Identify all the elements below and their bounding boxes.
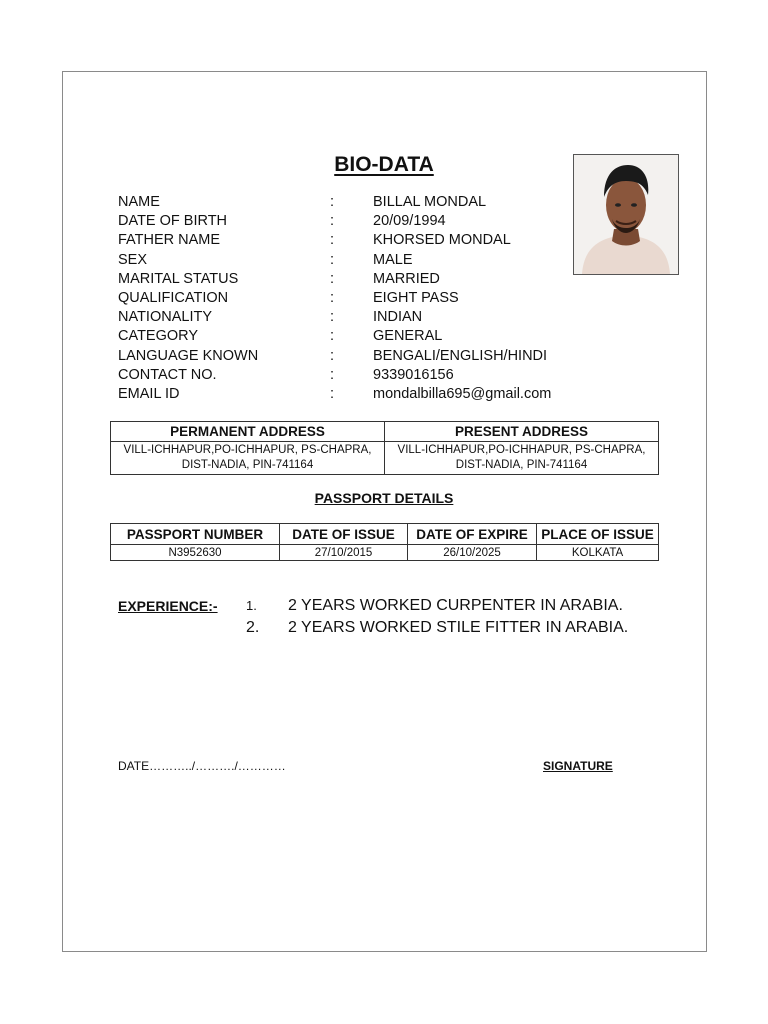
info-row-name bbox=[118, 193, 588, 212]
date-of-issue-header: DATE OF ISSUE bbox=[280, 524, 408, 545]
page-title: BIO-DATA bbox=[334, 153, 434, 176]
present-address-header: PRESENT ADDRESS bbox=[385, 422, 659, 442]
field-colon: : bbox=[330, 251, 335, 268]
info-row-marital-status bbox=[118, 270, 588, 289]
passport-value-row bbox=[111, 545, 659, 561]
field-value: EIGHT PASS bbox=[373, 289, 459, 306]
passport-table bbox=[110, 523, 659, 561]
experience-list bbox=[246, 595, 646, 639]
info-row-father-name bbox=[118, 231, 588, 250]
field-value: BILLAL MONDAL bbox=[373, 194, 487, 210]
field-label: DATE OF BIRTH bbox=[118, 213, 228, 230]
field-label: CONTACT NO. bbox=[118, 366, 217, 383]
info-row-dob bbox=[118, 212, 588, 231]
person-photo-icon bbox=[574, 155, 678, 274]
info-row-sex bbox=[118, 251, 588, 270]
experience-number: 2. bbox=[246, 619, 260, 636]
field-label: NATIONALITY bbox=[118, 309, 212, 326]
field-colon: : bbox=[330, 289, 335, 306]
info-row-nationality bbox=[118, 308, 588, 327]
info-row-qualification bbox=[118, 289, 588, 308]
field-label: LANGUAGE KNOWN bbox=[118, 347, 259, 364]
field-colon: : bbox=[330, 347, 335, 364]
field-label: EMAIL ID bbox=[118, 385, 180, 402]
field-value: MALE bbox=[373, 251, 413, 268]
field-colon: : bbox=[330, 270, 335, 287]
info-row-language bbox=[118, 347, 588, 366]
experience-number: 1. bbox=[246, 598, 257, 613]
field-label: SEX bbox=[118, 251, 148, 268]
field-value: INDIAN bbox=[373, 309, 423, 326]
place-of-issue-header: PLACE OF ISSUE bbox=[537, 524, 659, 545]
experience-text: 2 YEARS WORKED STILE FITTER IN ARABIA. bbox=[288, 619, 629, 636]
field-colon: : bbox=[330, 232, 335, 249]
present-address-line2: DIST-NADIA, PIN-741164 bbox=[455, 459, 588, 471]
field-label: MARITAL STATUS bbox=[118, 270, 239, 287]
date-of-expire-cell: 26/10/2025 bbox=[408, 545, 537, 561]
personal-info-list bbox=[118, 193, 588, 404]
date-of-expire-header: DATE OF EXPIRE bbox=[408, 524, 537, 545]
info-row-category bbox=[118, 327, 588, 346]
field-value: 9339016156 bbox=[373, 366, 454, 383]
signature-label: SIGNATURE bbox=[543, 759, 613, 773]
present-address-line1: VILL-ICHHAPUR,PO-ICHHAPUR, PS-CHAPRA, bbox=[397, 444, 646, 456]
field-label: FATHER NAME bbox=[118, 232, 221, 249]
experience-text: 2 YEARS WORKED CURPENTER IN ARABIA. bbox=[288, 597, 623, 614]
experience-item bbox=[246, 617, 646, 639]
passport-header-row bbox=[111, 524, 659, 545]
person-photo bbox=[573, 154, 679, 275]
field-colon: : bbox=[330, 366, 335, 383]
field-value: BENGALI/ENGLISH/HINDI bbox=[373, 347, 548, 364]
address-value-row bbox=[111, 442, 659, 475]
present-address-cell bbox=[385, 442, 659, 475]
field-colon: : bbox=[330, 309, 335, 326]
passport-number-cell: N3952630 bbox=[111, 545, 280, 561]
field-value: KHORSED MONDAL bbox=[373, 232, 511, 249]
date-of-issue-cell: 27/10/2015 bbox=[280, 545, 408, 561]
address-table bbox=[110, 421, 659, 475]
passport-number-header: PASSPORT NUMBER bbox=[111, 524, 280, 545]
field-label: QUALIFICATION bbox=[118, 289, 229, 306]
info-row-email bbox=[118, 385, 588, 404]
field-value: mondalbilla695@gmail.com bbox=[373, 385, 552, 402]
permanent-address-cell bbox=[111, 442, 385, 475]
field-value: GENERAL bbox=[373, 328, 443, 345]
permanent-address-line2: DIST-NADIA, PIN-741164 bbox=[181, 459, 314, 471]
field-label: NAME bbox=[118, 194, 160, 210]
field-value: 20/09/1994 bbox=[373, 213, 446, 230]
info-row-contact bbox=[118, 366, 588, 385]
field-colon: : bbox=[330, 328, 335, 345]
field-label: CATEGORY bbox=[118, 328, 199, 345]
experience-item bbox=[246, 595, 646, 617]
experience-label: EXPERIENCE:- bbox=[118, 598, 218, 614]
field-colon: : bbox=[330, 194, 335, 210]
field-value: MARRIED bbox=[373, 270, 440, 287]
address-header-row bbox=[111, 422, 659, 442]
permanent-address-header: PERMANENT ADDRESS bbox=[111, 422, 385, 442]
date-line: DATE………../………./………… bbox=[118, 759, 286, 773]
place-of-issue-cell: KOLKATA bbox=[537, 545, 659, 561]
field-colon: : bbox=[330, 213, 335, 230]
passport-title: PASSPORT DETAILS bbox=[314, 490, 454, 506]
field-colon: : bbox=[330, 385, 335, 402]
permanent-address-line1: VILL-ICHHAPUR,PO-ICHHAPUR, PS-CHAPRA, bbox=[123, 444, 372, 456]
